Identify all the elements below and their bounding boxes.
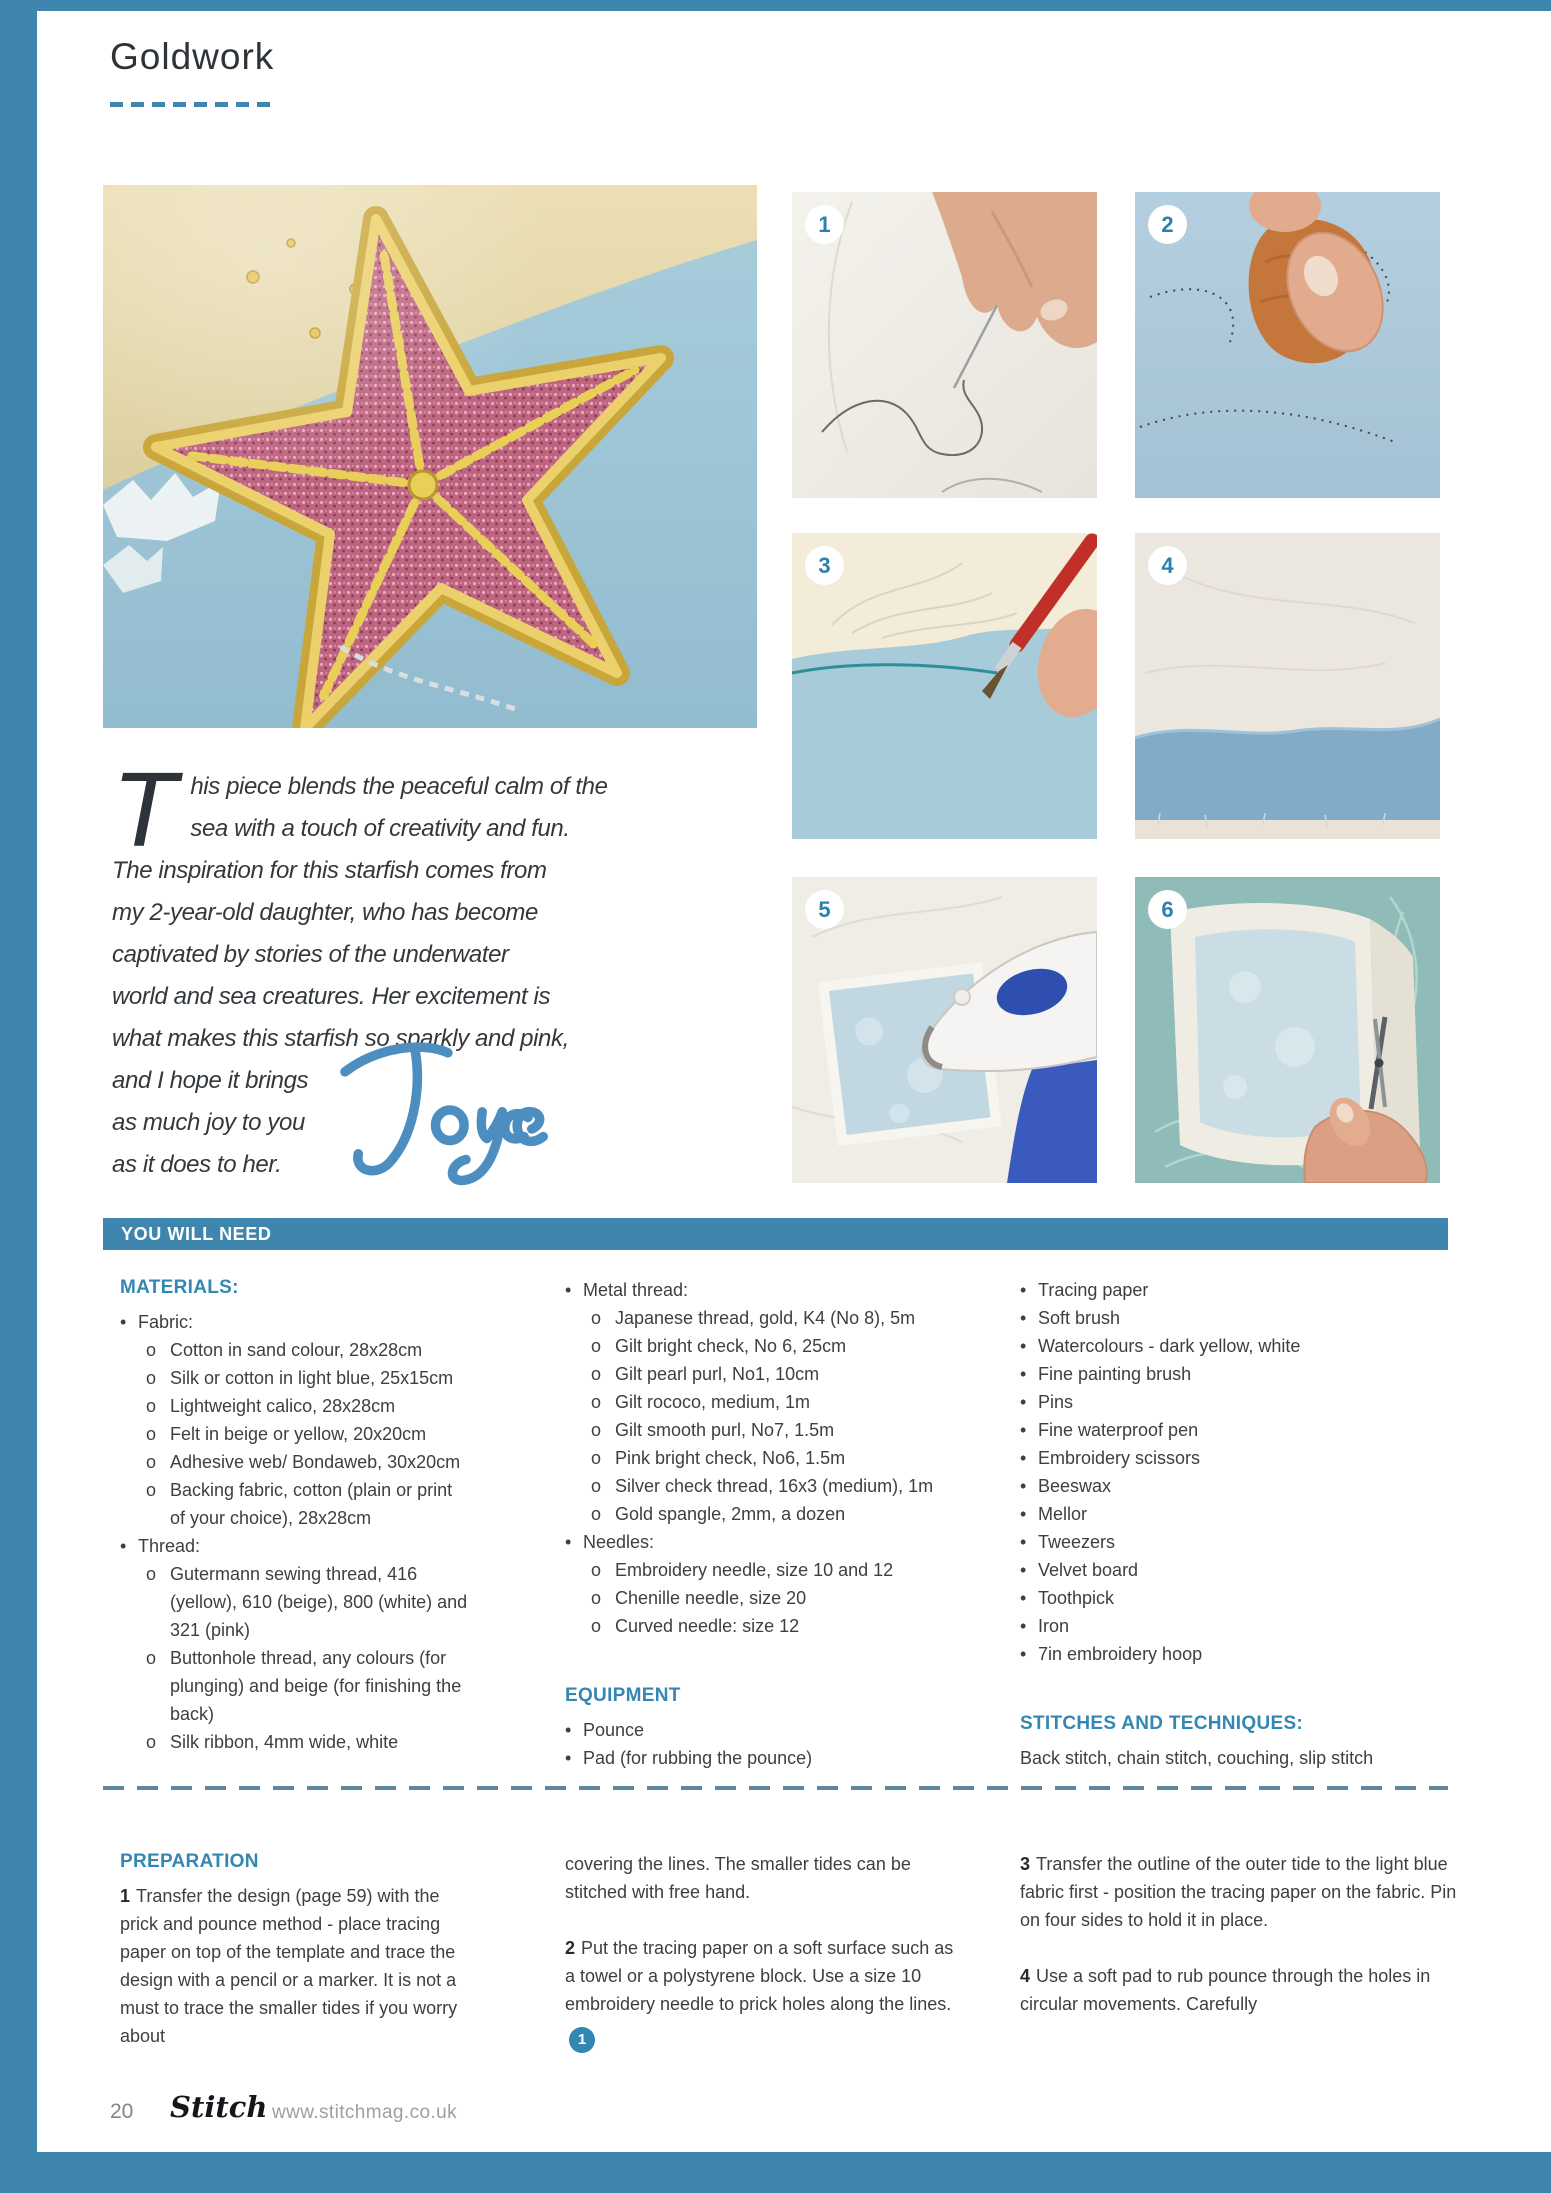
bullet-marker: • — [1020, 1308, 1027, 1328]
preparation-column-1 — [120, 1850, 458, 2078]
bullet-marker: • — [565, 1720, 572, 1740]
stitches-text: Back stitch, chain stitch, couching, slip stitch — [1020, 1748, 1374, 1768]
threads-needles-column — [565, 1276, 995, 1772]
list-item — [1020, 1416, 1450, 1444]
intro-line: The inspiration for this starfish comes from — [112, 857, 547, 884]
list-item-text: Fine waterproof pen — [1038, 1420, 1199, 1440]
step-number: 4 — [1020, 1966, 1031, 1986]
metal-needles-list — [565, 1276, 995, 1640]
bullet-marker: • — [1020, 1588, 1027, 1608]
list-item-text: Fabric: — [138, 1312, 194, 1332]
instruction-paragraph — [565, 1850, 967, 1906]
list-item — [1020, 1444, 1450, 1472]
intro-line: world and sea creatures. Her excitement is — [112, 983, 551, 1010]
intro-line: what makes this starfish so sparkly and pink, — [112, 1025, 569, 1052]
list-item — [1020, 1360, 1450, 1388]
list-item — [565, 1276, 995, 1304]
bullet-marker: o — [591, 1560, 602, 1580]
list-item-text: Silk ribbon, 4mm wide, white — [170, 1732, 399, 1752]
step-number: 1 — [120, 1886, 131, 1906]
bullet-marker: o — [591, 1392, 602, 1412]
step-number-badge: 5 — [805, 890, 844, 929]
list-item — [120, 1420, 472, 1448]
bullet-marker: • — [1020, 1392, 1027, 1412]
author-signature-joyce — [330, 1028, 562, 1190]
list-item-text: Mellor — [1038, 1504, 1088, 1524]
step-number-badge: 4 — [1148, 546, 1187, 585]
materials-column — [120, 1276, 472, 1756]
bullet-marker: o — [591, 1476, 602, 1496]
bullet-marker: o — [591, 1364, 602, 1384]
instruction-paragraph — [1020, 1850, 1468, 1934]
list-item — [565, 1500, 995, 1528]
you-will-need-banner: YOU WILL NEED — [103, 1218, 1448, 1250]
bullet-marker: o — [146, 1452, 157, 1472]
list-item-text: 7in embroidery hoop — [1038, 1644, 1203, 1664]
bullet-marker: • — [1020, 1532, 1027, 1552]
intro-line: captivated by stories of the underwater — [112, 941, 509, 968]
bullet-marker: o — [591, 1504, 602, 1524]
step-number-badge: 6 — [1148, 890, 1187, 929]
bullet-marker: • — [1020, 1504, 1027, 1524]
bullet-marker: • — [1020, 1448, 1027, 1468]
list-item-text: Japanese thread, gold, K4 (No 8), 5m — [615, 1308, 916, 1328]
list-item — [1020, 1640, 1450, 1668]
list-item — [1020, 1276, 1450, 1304]
list-item-text: Gilt smooth purl, No7, 1.5m — [615, 1420, 835, 1440]
bullet-marker: • — [565, 1532, 572, 1552]
list-item-text: Watercolours - dark yellow, white — [1038, 1336, 1301, 1356]
materials-list — [120, 1308, 472, 1756]
preparation-column-2 — [565, 1850, 967, 2081]
list-item-text: Tweezers — [1038, 1532, 1116, 1552]
bullet-marker: • — [1020, 1560, 1027, 1580]
list-item — [565, 1612, 995, 1640]
step-text: covering the lines. The smaller tides can be stitched with free hand. — [565, 1854, 911, 1902]
step-photo-5-ironing-adhesive-web — [792, 877, 1097, 1183]
preparation-heading: PREPARATION — [120, 1851, 259, 1872]
equipment-heading: EQUIPMENT — [565, 1685, 681, 1706]
intro-line: and I hope it brings — [112, 1067, 309, 1094]
bullet-marker: o — [146, 1732, 157, 1752]
step-photo-3-painting-lines — [792, 533, 1097, 839]
intro-line: as it does to her. — [112, 1151, 282, 1178]
list-item-text: Soft brush — [1038, 1308, 1121, 1328]
step-number: 3 — [1020, 1854, 1031, 1874]
list-item-text: Toothpick — [1038, 1588, 1115, 1608]
bullet-marker: o — [146, 1424, 157, 1444]
list-item — [565, 1584, 995, 1612]
list-item-text: Buttonhole thread, any colours (for plunging) and beige (for finishing the back) — [170, 1648, 462, 1724]
list-item-text: Silver check thread, 16x3 (medium), 1m — [615, 1476, 934, 1496]
bullet-marker: o — [591, 1588, 602, 1608]
step-number: 2 — [565, 1938, 576, 1958]
step-photo-2-pounce-pad — [1135, 192, 1440, 498]
preparation-paragraphs-2 — [565, 1850, 967, 2053]
list-item-text: Adhesive web/ Bondaweb, 30x20cm — [170, 1452, 461, 1472]
tools-column — [1020, 1276, 1450, 1772]
list-item-text: Thread: — [138, 1536, 201, 1556]
bullet-marker: • — [120, 1312, 127, 1332]
top-accent-bar — [0, 0, 1551, 11]
bullet-marker: • — [1020, 1644, 1027, 1664]
equipment-list — [565, 1716, 995, 1772]
bullet-marker: o — [591, 1420, 602, 1440]
page-number: 20 — [110, 2100, 134, 2123]
list-item-text: Tracing paper — [1038, 1280, 1149, 1300]
bullet-marker: • — [565, 1280, 572, 1300]
list-item — [120, 1644, 472, 1728]
step-photo-6-cutting-out — [1135, 877, 1440, 1183]
list-item — [1020, 1556, 1450, 1584]
list-item-text: Fine painting brush — [1038, 1364, 1192, 1384]
list-item — [120, 1364, 472, 1392]
list-item — [1020, 1304, 1450, 1332]
list-item — [120, 1448, 472, 1476]
step-number-badge: 3 — [805, 546, 844, 585]
list-item — [120, 1308, 472, 1336]
list-item — [1020, 1528, 1450, 1556]
list-item-text: Backing fabric, cotton (plain or print of your choice), 28x28cm — [170, 1480, 453, 1528]
list-item — [565, 1556, 995, 1584]
bullet-marker: • — [1020, 1336, 1027, 1356]
list-item-text: Pink bright check, No6, 1.5m — [615, 1448, 846, 1468]
bullet-marker: o — [591, 1616, 602, 1636]
list-item-text: Gilt pearl purl, No1, 10cm — [615, 1364, 820, 1384]
title-dashed-underline — [110, 102, 271, 107]
list-item-text: Felt in beige or yellow, 20x20cm — [170, 1424, 427, 1444]
list-item-text: Embroidery scissors — [1038, 1448, 1201, 1468]
preparation-column-3 — [1020, 1850, 1468, 2046]
bullet-marker: o — [146, 1340, 157, 1360]
list-item-text: Velvet board — [1038, 1560, 1139, 1580]
bullet-marker: • — [1020, 1476, 1027, 1496]
list-item-text: Embroidery needle, size 10 and 12 — [615, 1560, 894, 1580]
list-item — [1020, 1388, 1450, 1416]
list-item — [565, 1716, 995, 1744]
list-item — [120, 1560, 472, 1644]
bullet-marker: o — [146, 1480, 157, 1500]
bullet-marker: • — [1020, 1616, 1027, 1636]
list-item — [120, 1532, 472, 1560]
dashed-divider — [103, 1786, 1448, 1790]
bullet-marker: o — [146, 1368, 157, 1388]
magazine-website: www.stitchmag.co.uk — [272, 2102, 457, 2123]
left-accent-bar — [0, 0, 37, 2193]
list-item-text: Gilt rococo, medium, 1m — [615, 1392, 811, 1412]
bullet-marker: • — [565, 1748, 572, 1768]
intro-line: sea with a touch of creativity and fun. — [190, 815, 570, 842]
list-item — [120, 1728, 472, 1756]
list-item — [565, 1332, 995, 1360]
bullet-marker: o — [146, 1648, 157, 1668]
dropcap: T — [112, 751, 177, 869]
list-item — [565, 1472, 995, 1500]
bullet-marker: • — [1020, 1280, 1027, 1300]
list-item-text: Pounce — [583, 1720, 645, 1740]
list-item-text: Curved needle: size 12 — [615, 1616, 800, 1636]
intro-line: as much joy to you — [112, 1109, 305, 1136]
list-item-text: Lightweight calico, 28x28cm — [170, 1396, 396, 1416]
section-title: Goldwork — [110, 36, 275, 77]
list-item-text: Pins — [1038, 1392, 1074, 1412]
instruction-paragraph — [120, 1882, 458, 2050]
bullet-marker: • — [1020, 1420, 1027, 1440]
list-item — [1020, 1500, 1450, 1528]
list-item — [120, 1392, 472, 1420]
main-photo-goldwork-starfish — [103, 185, 757, 728]
list-item-text: Gilt bright check, No 6, 25cm — [615, 1336, 847, 1356]
bullet-marker: o — [591, 1336, 602, 1356]
step-number-badge: 1 — [805, 205, 844, 244]
bullet-marker: o — [591, 1308, 602, 1328]
bullet-marker: o — [146, 1564, 157, 1584]
materials-heading: MATERIALS: — [120, 1277, 239, 1298]
intro-line: my 2-year-old daughter, who has become — [112, 899, 538, 926]
bullet-marker: • — [1020, 1364, 1027, 1384]
bullet-marker: o — [146, 1396, 157, 1416]
list-item-text: Chenille needle, size 20 — [615, 1588, 807, 1608]
step-text: Transfer the outline of the outer tide to the light blue fabric first - position the tracing paper on the fabric. Pin on four sides to hold it in place. — [1020, 1854, 1457, 1930]
list-item — [565, 1388, 995, 1416]
step-text: Put the tracing paper on a soft surface such as a towel or a polystyrene block. Use a size 10 embroidery needle to prick holes along the lines. — [565, 1938, 954, 2014]
intro-line: his piece blends the peaceful calm of the — [190, 773, 608, 800]
list-item — [565, 1528, 995, 1556]
list-item-text: Beeswax — [1038, 1476, 1112, 1496]
list-item — [1020, 1472, 1450, 1500]
list-item — [565, 1444, 995, 1472]
list-item — [1020, 1584, 1450, 1612]
list-item-text: Pad (for rubbing the pounce) — [583, 1748, 813, 1768]
step-text: Use a soft pad to rub pounce through the holes in circular movements. Carefully — [1020, 1966, 1431, 2014]
bullet-marker: o — [591, 1448, 602, 1468]
list-item — [565, 1744, 995, 1772]
list-item — [1020, 1612, 1450, 1640]
list-item — [120, 1476, 472, 1532]
list-item — [120, 1336, 472, 1364]
list-item — [565, 1304, 995, 1332]
instruction-paragraph — [1020, 1962, 1468, 2018]
stitches-heading: STITCHES AND TECHNIQUES: — [1020, 1713, 1304, 1734]
preparation-paragraphs-1 — [120, 1882, 458, 2050]
step-photo-1-pricking-tracing-paper — [792, 192, 1097, 498]
list-item — [565, 1360, 995, 1388]
list-item-text: Gold spangle, 2mm, a dozen — [615, 1504, 846, 1524]
list-item-text: Needles: — [583, 1532, 655, 1552]
list-item-text: Silk or cotton in light blue, 25x15cm — [170, 1368, 454, 1388]
bullet-marker: • — [120, 1536, 127, 1556]
list-item-text: Gutermann sewing thread, 416 (yellow), 610 (beige), 800 (white) and 321 (pink) — [170, 1564, 468, 1640]
bottom-accent-bar — [0, 2152, 1551, 2193]
list-item-text: Cotton in sand colour, 28x28cm — [170, 1340, 423, 1360]
step-number-badge: 2 — [1148, 205, 1187, 244]
instruction-paragraph — [565, 1934, 967, 2053]
list-item — [565, 1416, 995, 1444]
step-photo-4-blue-wave-fabric — [1135, 533, 1440, 839]
list-item-text: Iron — [1038, 1616, 1070, 1636]
tools-list — [1020, 1276, 1450, 1668]
step-text: Transfer the design (page 59) with the prick and pounce method - place tracing paper on top of the template and trace the design with a pencil or a marker. It is not a must to trace the smaller tides if you worry about — [120, 1886, 458, 2046]
list-item — [1020, 1332, 1450, 1360]
magazine-logo: Stitch — [170, 2090, 268, 2124]
list-item-text: Metal thread: — [583, 1280, 689, 1300]
starfish-embroidery-illustration — [103, 185, 757, 728]
photo-ref-badge: 1 — [569, 2027, 595, 2053]
preparation-paragraphs-3 — [1020, 1850, 1468, 2018]
